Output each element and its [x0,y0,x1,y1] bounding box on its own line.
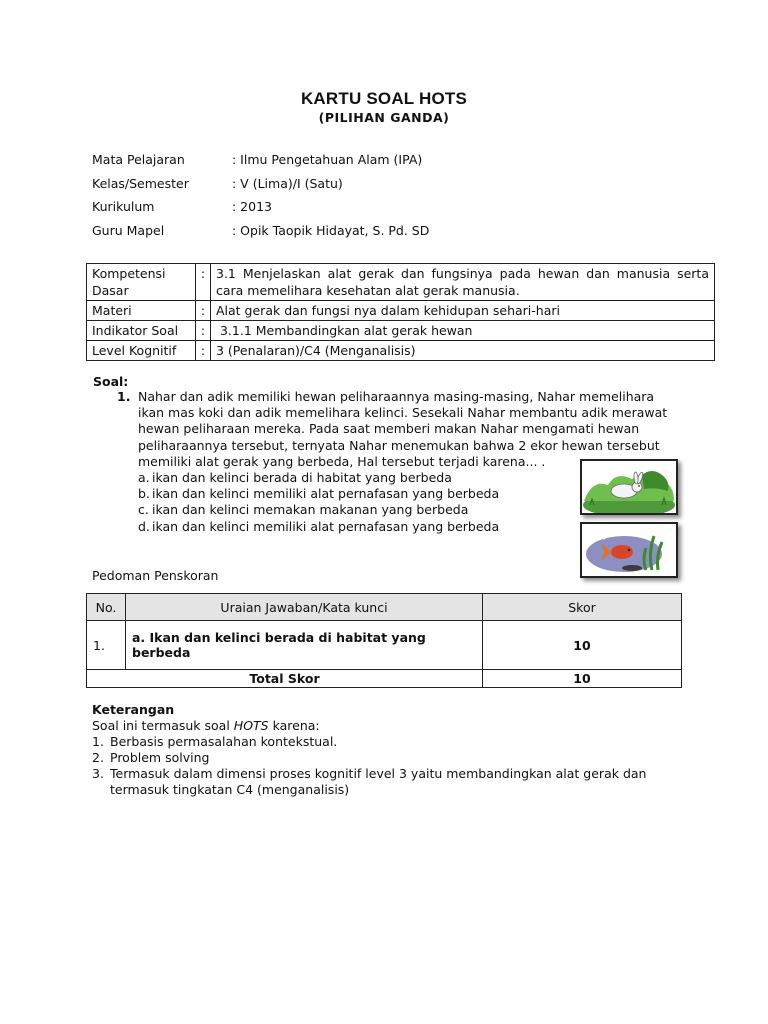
kd-separator: : [196,321,211,341]
info-row-kurikulum [92,199,429,223]
kd-row-materi [87,301,715,321]
rabbit-illustration [580,459,678,515]
kd-value: 3 (Penalaran)/C4 (Menganalisis) [211,341,715,361]
header-no: No. [87,594,126,621]
pedoman-heading: Pedoman Penskoran [92,568,219,583]
rabbit-icon [582,461,676,513]
soal-heading: Soal: [93,374,129,389]
item-text: Problem solving [110,750,210,765]
kd-separator: : [196,301,211,321]
option-letter: a. [138,470,150,486]
intro-post: karena: [268,718,320,733]
table-row [87,621,682,670]
header-skor: Skor [483,594,682,621]
info-value: : Ilmu Pengetahuan Alam (IPA) [232,152,423,167]
row-no: 1. [87,621,126,670]
keterangan-intro [92,718,692,734]
question-number: 1. [117,389,131,404]
info-row-mata-pelajaran [92,152,429,176]
item-number: 3. [92,766,104,781]
info-value: : 2013 [232,199,272,214]
total-row [87,670,682,688]
info-label: Kelas/Semester [92,175,189,191]
keterangan-item [92,766,692,798]
kd-label: Level Kognitif [87,341,196,361]
kd-value: 3.1 Menjelaskan alat gerak dan fungsinya pada hewan dan manusia serta cara memelihara kesehatan alat gerak manusia. [211,264,715,301]
keterangan-item [92,734,692,750]
kd-label: Indikator Soal [87,321,196,341]
option-letter: c. [138,502,149,518]
total-value: 10 [483,670,682,688]
info-value: : Opik Taopik Hidayat, S. Pd. SD [232,222,430,238]
kd-value: Alat gerak dan fungsi nya dalam kehidupan sehari-hari [211,301,715,321]
fish-illustration [580,522,678,578]
total-label: Total Skor [87,670,483,688]
fish-icon [582,524,676,576]
kd-value: 3.1.1 Membandingkan alat gerak hewan [211,321,715,341]
kd-separator: : [196,341,211,361]
info-row-kelas-semester [92,176,429,200]
question-text: Nahar dan adik memiliki hewan peliharaannya masing-masing, Nahar memelihara ikan mas koki dan adik memelihara kelinci. Sesekali Nahar membantu adik merawat hewan peliharaan mereka. Pada saat memberi makan Nahar mengamati hewan peliharaannya tersebut, ternyata Nahar menemukan bahwa 2 ekor hewan tersebut memiliki alat gerak yang berbeda, Hal tersebut terjadi karena... . [138,389,668,469]
option-text: ikan dan kelinci memiliki alat pernafasan yang berbeda [152,518,500,534]
info-label: Mata Pelajaran [92,152,185,167]
kd-label: Materi [87,301,196,321]
option-text: ikan dan kelinci memakan makanan yang berbeda [152,502,469,518]
row-skor: 10 [483,621,682,670]
kompetensi-table [86,263,715,361]
keterangan-item [92,750,692,766]
option-letter: d. [138,518,150,534]
info-label: Guru Mapel [92,222,165,238]
info-value: : V (Lima)/I (Satu) [232,175,343,191]
header-uraian: Uraian Jawaban/Kata kunci [126,594,483,621]
info-row-guru-mapel [92,223,429,247]
scoring-table [86,593,682,688]
option-text: ikan dan kelinci berada di habitat yang berbeda [152,470,452,486]
kd-row-kompetensi [87,264,715,301]
intro-em: HOTS [233,718,269,733]
page-subtitle: (PILIHAN GANDA) [318,110,450,125]
page-title: KARTU SOAL HOTS [300,89,468,108]
kd-row-indikator [87,321,715,341]
keterangan-block [92,718,692,798]
item-number: 1. [92,734,104,749]
kd-label: Kompetensi Dasar [87,264,196,301]
keterangan-heading: Keterangan [92,702,175,717]
item-text: Berbasis permasalahan kontekstual. [110,734,338,749]
row-uraian: a. Ikan dan kelinci berada di habitat yang berbeda [126,621,483,670]
item-number: 2. [92,750,104,765]
info-block [92,152,429,246]
table-header-row [87,594,682,621]
kd-row-level [87,341,715,361]
item-text: Termasuk dalam dimensi proses kognitif level 3 yaitu membandingkan alat gerak dan termasuk tingkatan C4 (menganalisis) [110,766,647,797]
option-letter: b. [138,486,150,502]
option-text: ikan dan kelinci memiliki alat pernafasan yang berbeda [152,486,500,502]
intro-pre: Soal ini termasuk soal [92,718,234,733]
info-label: Kurikulum [92,199,155,214]
kd-separator: : [196,264,211,301]
